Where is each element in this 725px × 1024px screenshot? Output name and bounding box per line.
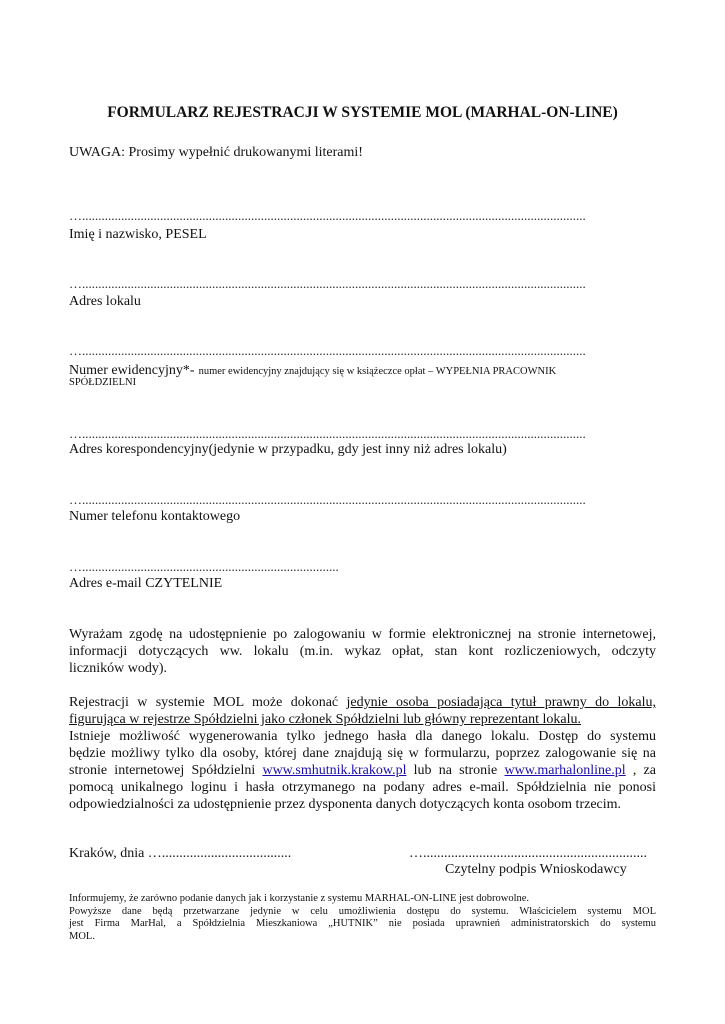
registration-underlined-text: figurująca w rejestrze Spółdzielni jako członek Spółdzielni lub główny reprezentant lokalu. bbox=[69, 712, 581, 727]
address-field-label: Adres lokalu bbox=[69, 294, 141, 309]
registration-text: Rejestracji w systemie MOL może dokonać bbox=[69, 695, 347, 710]
registration-line bbox=[69, 711, 656, 728]
registration-line: Istnieje możliwość wygenerowania tylko jednego hasła dla danego lokalu. Dostęp do systemu bbox=[69, 729, 656, 744]
registration-underlined-text: jedynie osoba posiadająca tytuł prawny do lokalu, bbox=[346, 695, 656, 710]
registration-text: , za bbox=[625, 763, 656, 778]
registration-text: stronie internetowej Spółdzielni bbox=[69, 763, 263, 778]
registration-line: pomocą unikalnego loginu i hasła otrzymanego na podany adres e-mail. Spółdzielnia nie ponosi bbox=[69, 780, 656, 795]
consent-line: informacji dotyczących ww. lokalu (m.in. wykaz opłat, stan kont rozliczeniowych, odczyty bbox=[69, 644, 656, 659]
name-field-label: Imię i nazwisko, PESEL bbox=[69, 227, 207, 242]
registration-text: lub na stronie bbox=[406, 763, 505, 778]
phone-dotted-line[interactable]: …........................................................................................................................................................... bbox=[69, 492, 586, 507]
consent-paragraph bbox=[69, 626, 656, 677]
phone-field-label: Numer telefonu kontaktowego bbox=[69, 509, 241, 524]
record-number-label-row bbox=[69, 361, 556, 379]
record-number-note: numer ewidencyjny znajdujący się w książeczce opłat – WYPEŁNIA PRACOWNIK bbox=[198, 366, 557, 377]
footer-line: MOL. bbox=[69, 930, 95, 942]
correspondence-dotted-line[interactable]: …........................................................................................................................................................... bbox=[69, 426, 586, 441]
consent-line: liczników wody). bbox=[69, 661, 167, 676]
correspondence-field-label: Adres korespondencyjny(jedynie w przypadku, gdy jest inny niż adres lokalu) bbox=[69, 442, 507, 457]
footer-line: jest Firma MarHal, a Spółdzielnia Mieszkaniowa „HUTNIK” nie posiada uprawnień administratorskich do systemu bbox=[69, 918, 656, 929]
address-dotted-line[interactable]: …........................................................................................................................................................... bbox=[69, 276, 586, 291]
registration-line: będzie możliwy tylko dla osoby, której dane znajdują się w formularzu, poprzez zalogowanie się na bbox=[69, 746, 656, 761]
signature-label: Czytelny podpis Wnioskodawcy bbox=[445, 862, 627, 877]
notice-text: UWAGA: Prosimy wypełnić drukowanymi literami! bbox=[69, 145, 363, 160]
smhutnik-link[interactable]: www.smhutnik.krakow.pl bbox=[262, 763, 407, 778]
record-number-dotted-line[interactable]: …........................................................................................................................................................... bbox=[69, 343, 586, 358]
footer-line: Powyższe dane będą przetwarzane jedynie w celu umożliwienia dostępu do systemu. Właścicielem systemu MOL bbox=[69, 905, 656, 917]
signature-dotted-line[interactable]: …................................................................ bbox=[409, 846, 647, 861]
marhalonline-link[interactable]: www.marhalonline.pl bbox=[504, 763, 626, 778]
email-dotted-line[interactable]: …............................................................................... bbox=[69, 559, 339, 574]
registration-paragraph bbox=[69, 694, 656, 813]
name-dotted-line[interactable]: …........................................................................................................................................................... bbox=[69, 208, 586, 223]
footer-line: Informujemy, że zarówno podanie danych jak i korzystanie z systemu MARHAL-ON-LINE jest dobrowolne. bbox=[69, 893, 530, 904]
record-number-label: Numer ewidencyjny*- bbox=[69, 363, 195, 378]
email-field-label: Adres e-mail CZYTELNIE bbox=[69, 576, 223, 591]
registration-line bbox=[69, 762, 656, 779]
record-number-note-cont: SPÓŁDZIELNI bbox=[69, 377, 137, 388]
registration-line bbox=[69, 694, 656, 711]
registration-line: odpowiedzialności za udostępnienie przez dysponenta danych dotyczących konta osobom trzecim. bbox=[69, 797, 622, 812]
place-date-field[interactable]: Kraków, dnia …..................................... bbox=[69, 846, 292, 861]
consent-line: Wyrażam zgodę na udostępnienie po zalogowaniu w formie elektronicznej na stronie internetowej, bbox=[69, 627, 656, 642]
footer-notice bbox=[69, 893, 656, 943]
page-title: FORMULARZ REJESTRACJI W SYSTEMIE MOL (MARHAL-ON-LINE) bbox=[107, 104, 618, 121]
